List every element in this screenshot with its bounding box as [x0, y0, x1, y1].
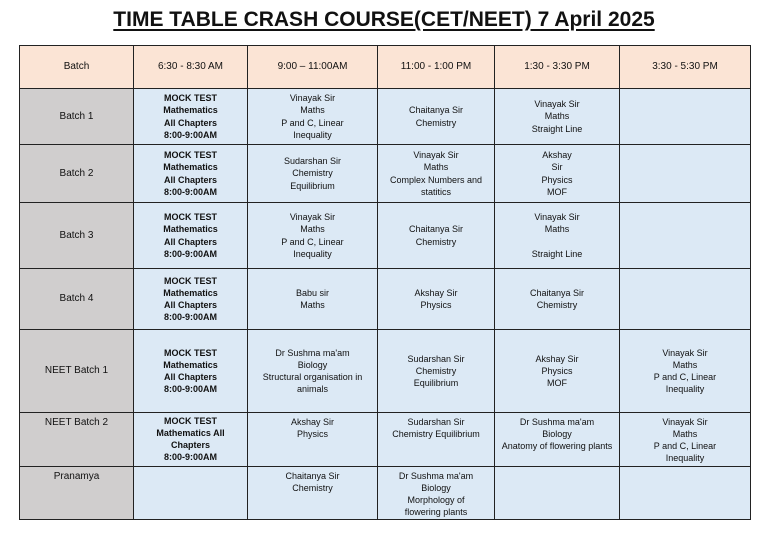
cell-line: Vinayak Sir [534, 212, 580, 223]
cell-line: MOF [547, 186, 567, 197]
cell-line: Vinayak Sir [413, 150, 459, 161]
cell-line: Maths [672, 359, 698, 370]
cell-line: 8:00-9:00AM [163, 312, 218, 323]
timetable-body [20, 89, 751, 520]
table-row [20, 269, 751, 330]
cell-line: P and C, Linear [653, 441, 717, 452]
cell-line: flowering plants [404, 506, 468, 517]
cell-line: Mathematics [163, 287, 218, 298]
cell-line: P and C, Linear [281, 236, 344, 247]
schedule-cell [495, 413, 620, 467]
cell-line: Maths [300, 300, 325, 310]
cell-line [497, 236, 617, 248]
cell-line: MOCK TEST [164, 416, 217, 426]
cell-line: Akshay [542, 150, 572, 161]
cell-line: Chemistry [415, 236, 457, 247]
schedule-cell [248, 203, 378, 269]
header-slot-2: 9:00 – 11:00AM [248, 46, 378, 89]
cell-line: 8:00-9:00AM [163, 129, 218, 140]
header-row [20, 46, 751, 89]
cell-line: Mathematics All Chapters [156, 428, 225, 451]
table-row [20, 203, 751, 269]
schedule-cell [620, 269, 751, 330]
cell-line: Vinayak Sir [289, 93, 336, 104]
cell-line: All Chapters [163, 300, 217, 310]
schedule-cell [248, 330, 378, 413]
cell-line: Mathematics [163, 359, 218, 370]
cell-line: Structural organisation in [262, 372, 363, 382]
cell-line: Maths [423, 162, 449, 173]
schedule-cell [134, 330, 248, 413]
batch-name: Pranamya [20, 466, 134, 520]
cell-line: All Chapters [163, 174, 217, 185]
cell-line: MOCK TEST [164, 150, 217, 161]
schedule-cell [378, 269, 495, 330]
cell-line: MOCK TEST [164, 347, 217, 358]
cell-line: Maths [300, 105, 325, 116]
cell-line: Babu sir [295, 287, 330, 298]
schedule-cell [620, 203, 751, 269]
schedule-cell [378, 330, 495, 413]
schedule-cell [248, 89, 378, 145]
batch-name: Batch 1 [20, 89, 134, 145]
cell-line: Biology [542, 429, 572, 440]
schedule-cell [378, 413, 495, 467]
cell-line: Physics [420, 300, 452, 310]
header-slot-1: 6:30 - 8:30 AM [134, 46, 248, 89]
header-slot-3: 11:00 - 1:00 PM [378, 46, 495, 89]
cell-line: Straight Line [531, 123, 583, 134]
schedule-cell [134, 89, 248, 145]
cell-line: Akshay Sir [414, 287, 458, 298]
cell-line: Inequality [293, 248, 332, 259]
cell-line: Chaitanya Sir [408, 105, 464, 116]
cell-line: Physics [541, 174, 573, 185]
schedule-cell [495, 203, 620, 269]
schedule-cell [248, 269, 378, 330]
cell-line: Chaitanya Sir [408, 224, 464, 235]
schedule-cell [134, 413, 248, 467]
cell-line: MOCK TEST [164, 212, 217, 223]
schedule-cell [248, 466, 378, 520]
cell-line: Complex Numbers and [389, 174, 483, 185]
table-row [20, 330, 751, 413]
cell-line: Maths [300, 224, 325, 235]
cell-line: MOCK TEST [164, 275, 217, 286]
header-slot-5: 3:30 - 5:30 PM [620, 46, 751, 89]
cell-line: Maths [544, 224, 570, 235]
cell-line: All Chapters [163, 117, 217, 128]
cell-line: Sudarshan Sir [283, 156, 342, 167]
cell-line: 8:00-9:00AM [163, 384, 218, 395]
table-row [20, 89, 751, 145]
cell-line: Chaitanya Sir [285, 470, 340, 481]
cell-line: Biology [421, 482, 451, 493]
cell-line: Biology [297, 359, 328, 370]
cell-line: MOF [547, 378, 567, 389]
cell-line: Sudarshan Sir [407, 353, 465, 364]
cell-line: Morphology of [407, 494, 465, 505]
cell-line: Physics [296, 429, 328, 440]
cell-line: Vinayak Sir [662, 417, 708, 427]
cell-line: Inequality [665, 453, 705, 464]
header-slot-4: 1:30 - 3:30 PM [495, 46, 620, 89]
cell-line: Chemistry [415, 117, 457, 128]
cell-line: 8:00-9:00AM [163, 186, 218, 197]
cell-line: Chemistry Equilibrium [392, 429, 480, 440]
schedule-cell [134, 203, 248, 269]
cell-line: Inequality [293, 129, 332, 140]
cell-line: Equilibrium [290, 180, 335, 191]
cell-line: Vinayak Sir [662, 347, 708, 358]
cell-line: Mathematics [163, 105, 218, 116]
schedule-cell [248, 413, 378, 467]
schedule-cell [134, 145, 248, 203]
schedule-cell [134, 269, 248, 330]
schedule-cell [378, 203, 495, 269]
cell-line: Sir [551, 162, 563, 173]
cell-line: All Chapters [163, 372, 217, 382]
timetable [19, 45, 751, 520]
schedule-cell [620, 89, 751, 145]
cell-line: Dr Sushma ma'am [398, 470, 474, 481]
cell-line: Dr Sushma ma'am [275, 347, 350, 358]
cell-line: Vinayak Sir [534, 99, 580, 110]
schedule-cell [495, 145, 620, 203]
cell-line: Vinayak Sir [289, 212, 336, 223]
schedule-cell [378, 145, 495, 203]
cell-line: 8:00-9:00AM [163, 452, 218, 463]
schedule-cell [134, 466, 248, 520]
schedule-cell [495, 330, 620, 413]
table-row [20, 145, 751, 203]
cell-line: Straight Line [531, 248, 583, 259]
table-row [20, 413, 751, 467]
cell-line: Physics [541, 365, 573, 376]
cell-line: Chemistry [415, 365, 457, 376]
schedule-cell [495, 89, 620, 145]
batch-name: Batch 3 [20, 203, 134, 269]
batch-name: NEET Batch 1 [20, 330, 134, 413]
cell-line: Sudarshan Sir [407, 417, 465, 427]
schedule-cell [620, 330, 751, 413]
batch-name: Batch 4 [20, 269, 134, 330]
schedule-cell [620, 145, 751, 203]
cell-line: Chemistry [292, 482, 333, 493]
cell-line: MOCK TEST [164, 93, 217, 104]
schedule-cell [495, 466, 620, 520]
cell-line: Mathematics [163, 224, 218, 235]
cell-line: Chemistry [536, 300, 578, 310]
schedule-cell [248, 145, 378, 203]
schedule-cell [378, 89, 495, 145]
cell-line: All Chapters [163, 236, 217, 247]
cell-line: Akshay Sir [535, 353, 579, 364]
schedule-cell [620, 466, 751, 520]
batch-name: NEET Batch 2 [20, 413, 134, 467]
cell-line: Akshay Sir [290, 417, 334, 427]
header-batch: Batch [20, 46, 134, 89]
cell-line: P and C, Linear [653, 372, 717, 382]
cell-line: Equilibrium [413, 378, 459, 389]
schedule-cell [620, 413, 751, 467]
cell-line: 8:00-9:00AM [163, 248, 218, 259]
schedule-cell [378, 466, 495, 520]
cell-line: Mathematics [163, 162, 218, 173]
batch-name: Batch 2 [20, 145, 134, 203]
schedule-cell [495, 269, 620, 330]
cell-line: Anatomy of flowering plants [501, 441, 613, 452]
table-row [20, 466, 751, 520]
cell-line: statitics [420, 186, 451, 197]
cell-line: Maths [672, 429, 698, 440]
cell-line: Chaitanya Sir [529, 287, 585, 298]
cell-line: Dr Sushma ma'am [519, 417, 595, 427]
cell-line: Inequality [665, 384, 705, 395]
cell-line: Maths [544, 111, 570, 122]
cell-line: animals [296, 384, 328, 395]
cell-line: Chemistry [292, 168, 333, 179]
page-title: TIME TABLE CRASH COURSE(CET/NEET) 7 April 2025 [113, 8, 655, 31]
cell-line: P and C, Linear [281, 117, 344, 128]
